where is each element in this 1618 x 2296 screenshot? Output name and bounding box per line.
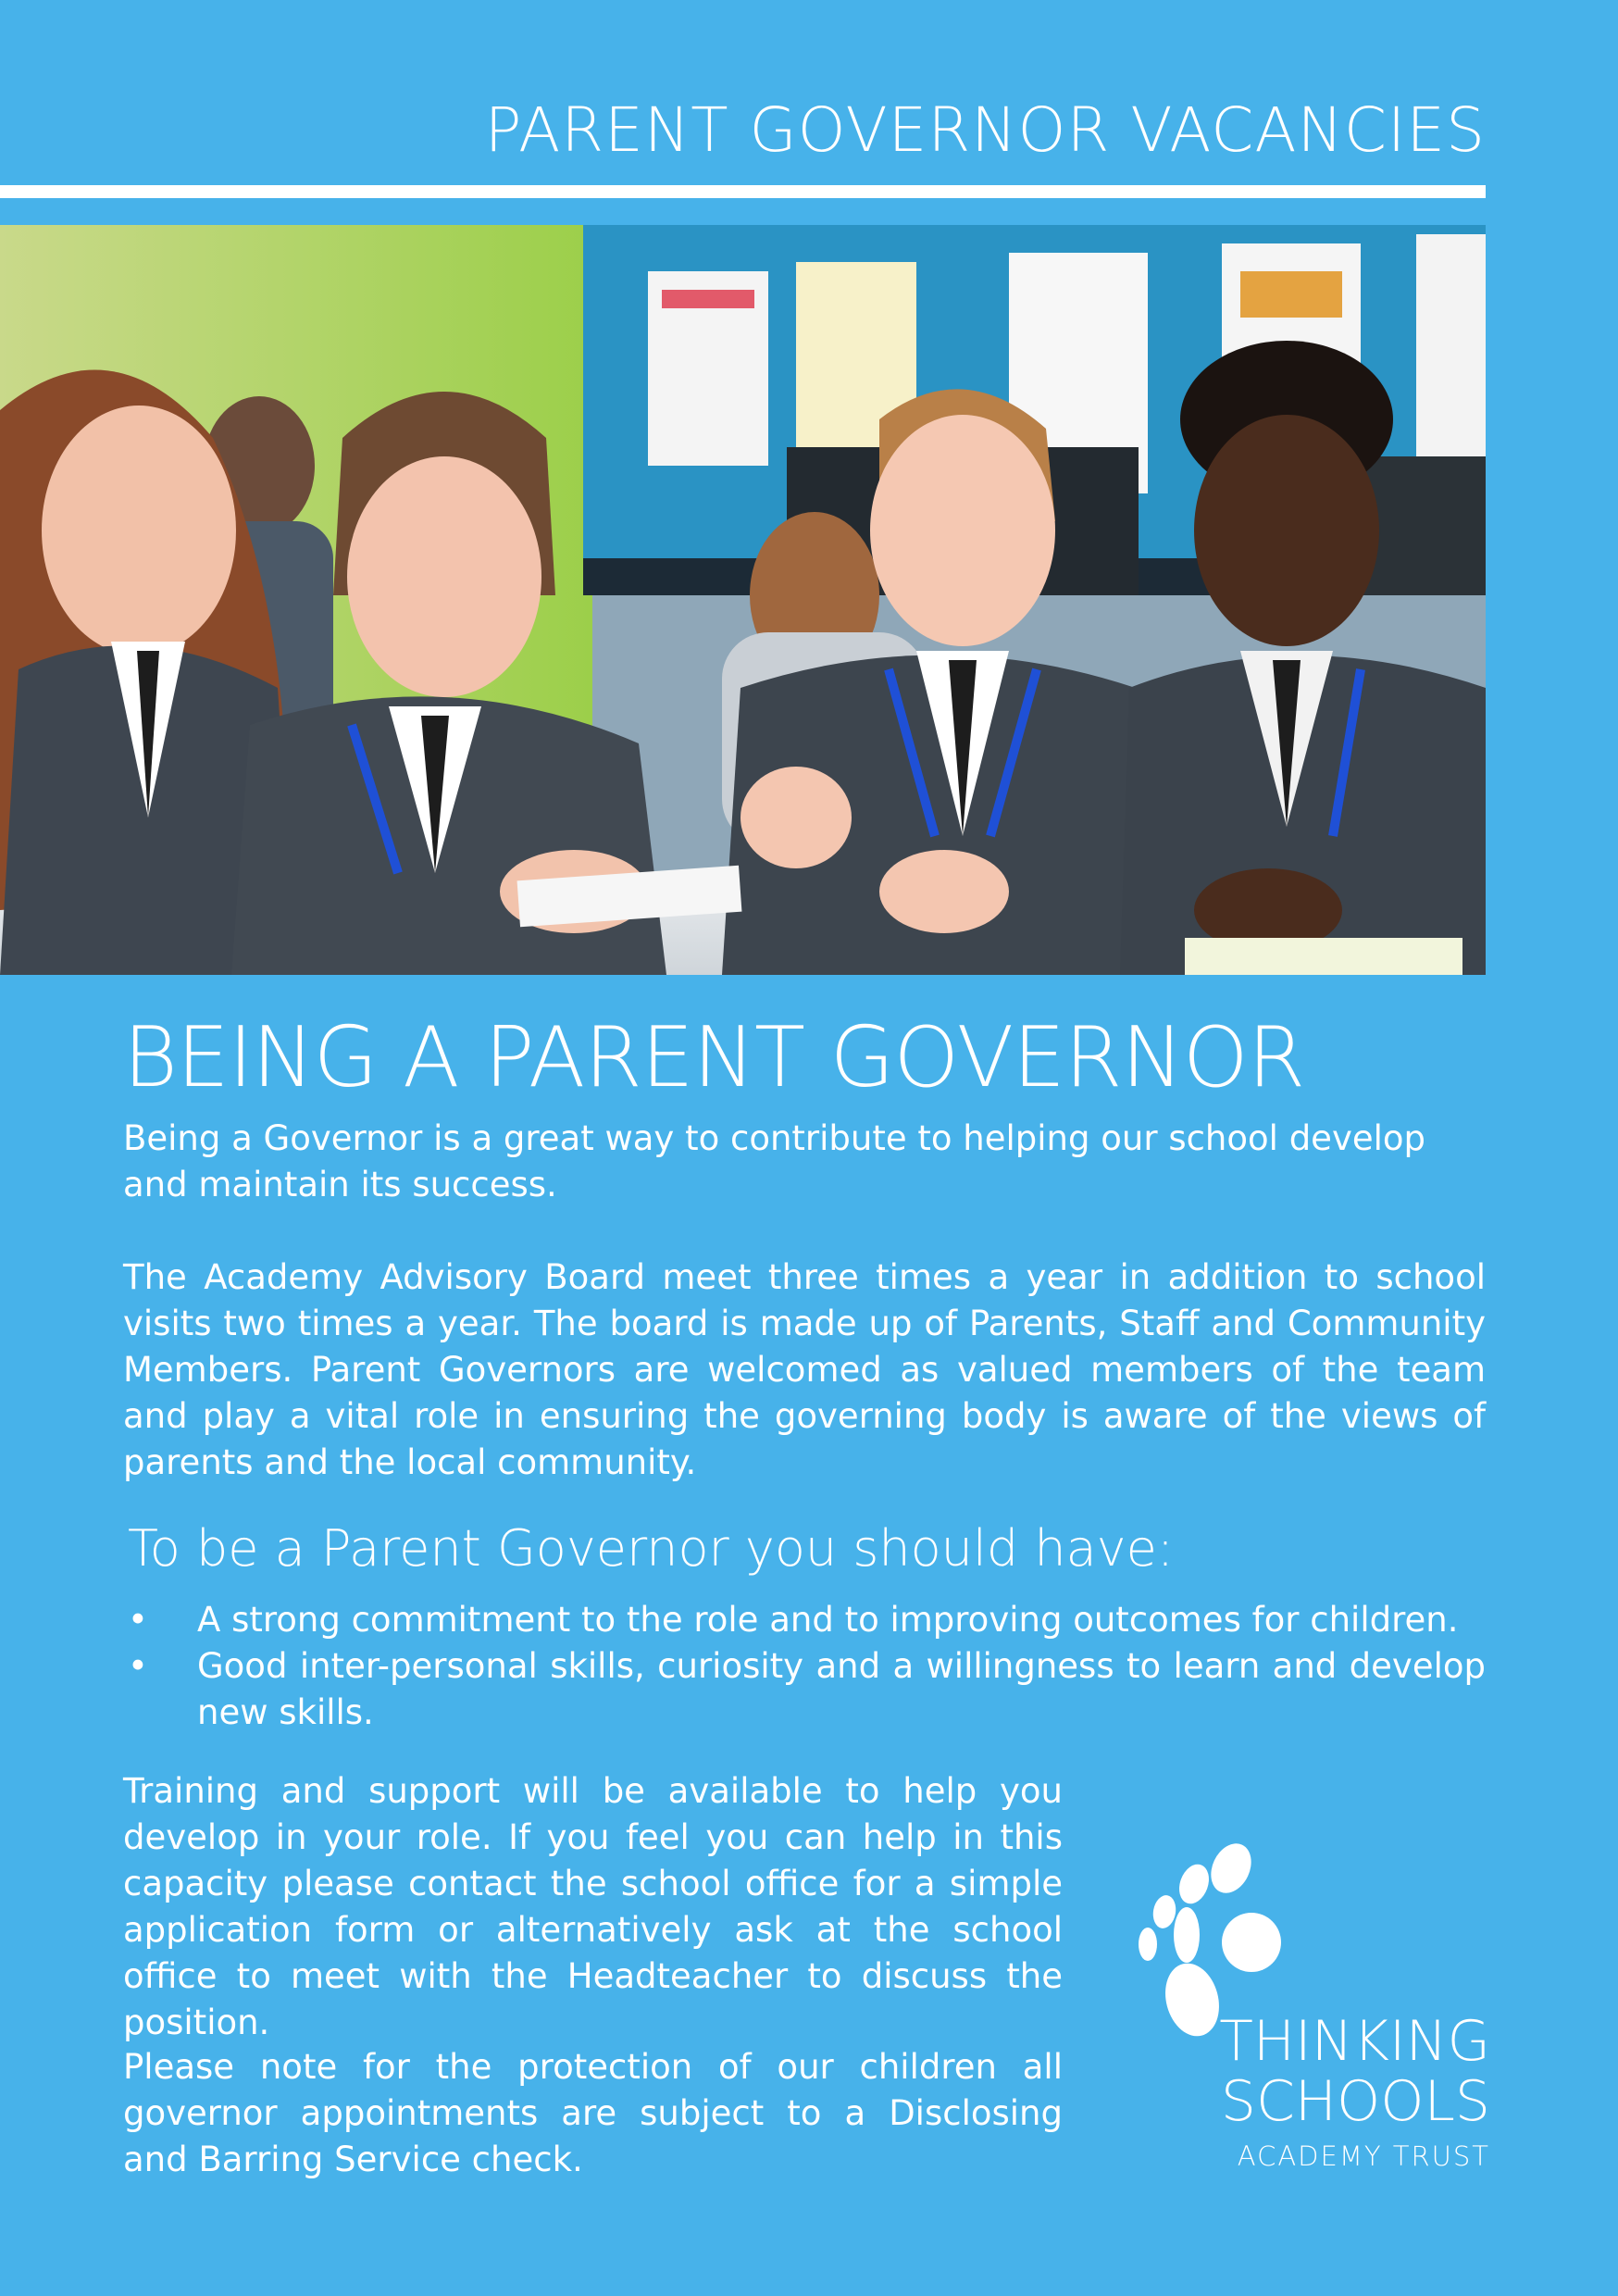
logo-word-schools: SCHOOLS	[1220, 2069, 1490, 2134]
board-paragraph: The Academy Advisory Board meet three times a year in addition to school visits two times a year. The board is made up of Parents, Staff and Community Members. Parent Governors are welcomed as valued members of the team and play a vital role in ensuring the governing body is aware of the views of parents and the local community.	[123, 1257, 1486, 1482]
thinking-schools-logo	[1129, 1842, 1490, 2176]
list-item	[123, 1597, 1486, 1643]
logo-word-thinking: THINKING	[1219, 2009, 1490, 2074]
header-divider	[0, 185, 1486, 198]
note-paragraph: Please note for the protection of our children all governor appointments are subject to a Disclosing and Barring Service check.	[123, 2047, 1063, 2179]
section-heading: BEING A PARENT GOVERNOR	[123, 1009, 1305, 1106]
students-classroom-photo	[0, 225, 1486, 975]
training-paragraph: Training and support will be available to help you develop in your role. If you feel you can help in this capacity please contact the school office for a simple application form or alternatively ask at the school office to meet with the Headteacher to discuss the position.	[123, 1771, 1063, 2042]
list-item	[123, 1643, 1486, 1736]
list-item-text: A strong commitment to the role and to improving outcomes for children.	[197, 1600, 1459, 1640]
intro-paragraph: Being a Governor is a great way to contribute to helping our school develop and maintain its success.	[123, 1118, 1426, 1204]
bullet-icon: •	[128, 1600, 148, 1640]
requirements-heading: To be a Parent Governor you should have:	[128, 1519, 1175, 1578]
list-item-text: Good inter-personal skills, curiosity and a willingness to learn and develop new skills.	[197, 1646, 1486, 1732]
page-title: PARENT GOVERNOR VACANCIES	[484, 94, 1486, 166]
logo-word-academy-trust: ACADEMY TRUST	[1237, 2140, 1490, 2172]
bullet-icon: •	[128, 1646, 148, 1686]
requirements-list	[123, 1597, 1486, 1736]
